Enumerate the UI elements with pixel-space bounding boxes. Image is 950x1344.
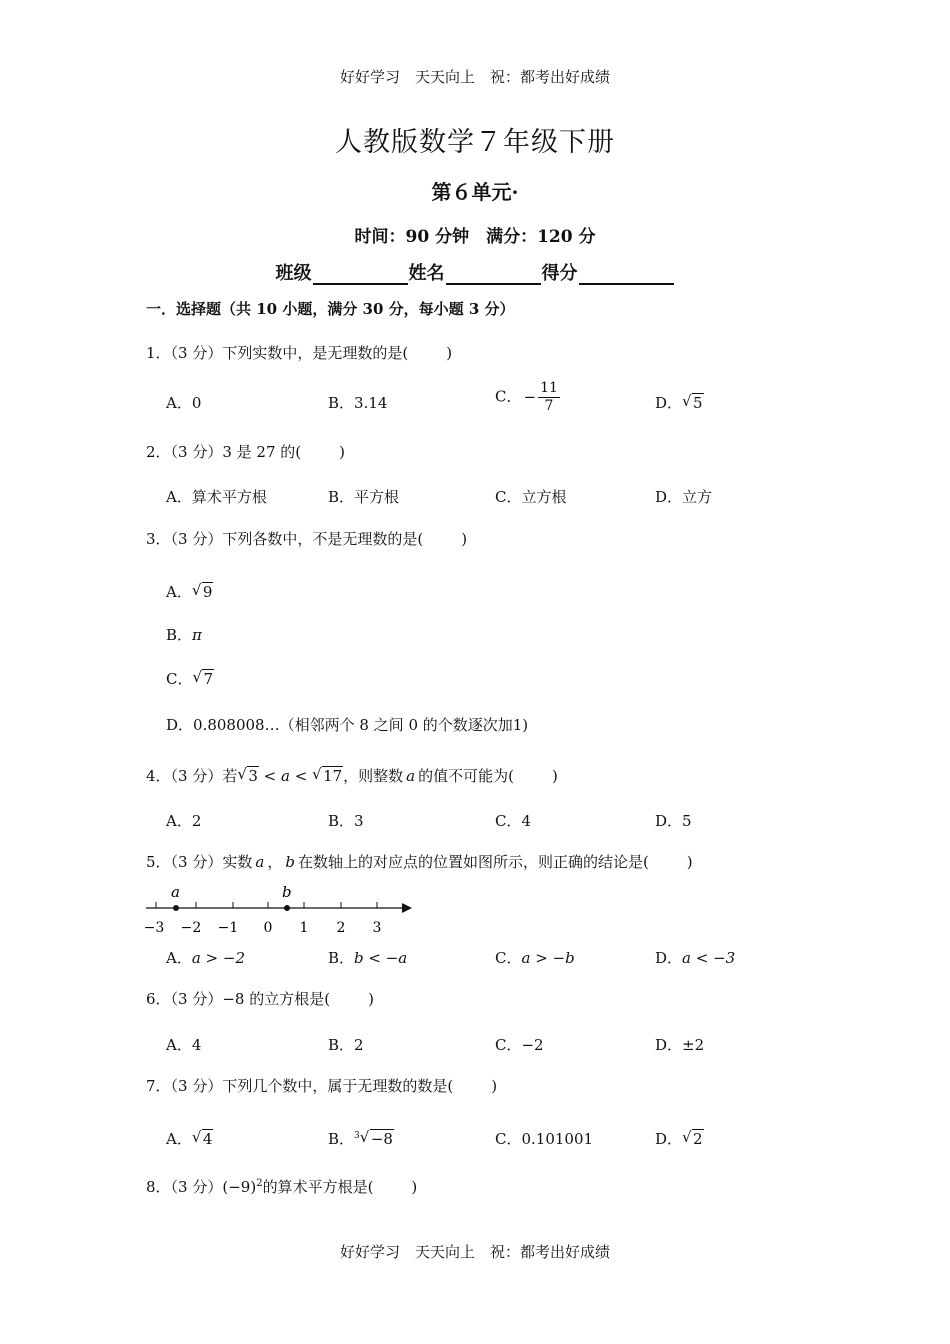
point-b bbox=[284, 905, 290, 911]
tick-label: 1 bbox=[299, 920, 309, 936]
stem-text: 4．（3 分）若 bbox=[146, 767, 238, 785]
class-label: 班级 bbox=[275, 263, 312, 284]
numerator: 11 bbox=[540, 380, 558, 396]
option-label: A． bbox=[166, 583, 192, 601]
page-footer: 好好学习 天天向上 祝：都考出好成绩 bbox=[339, 1243, 610, 1261]
q4-option-c[interactable]: C．4 bbox=[495, 812, 532, 830]
stem-close: ) bbox=[339, 443, 346, 461]
stem-close: ) bbox=[411, 1178, 418, 1196]
question-3-stem bbox=[146, 528, 467, 549]
stem-close: ) bbox=[551, 767, 558, 785]
tick-label: 3 bbox=[372, 920, 382, 936]
expression: a < −3 bbox=[682, 949, 736, 967]
radicand: 5 bbox=[693, 394, 703, 412]
question-4-stem bbox=[146, 765, 558, 786]
q6-option-a[interactable]: A．4 bbox=[166, 1036, 202, 1054]
power-exponent: 2 bbox=[256, 1178, 263, 1189]
radicand: −8 bbox=[370, 1130, 393, 1148]
comma: ， bbox=[267, 853, 283, 871]
option-label: C． bbox=[495, 387, 522, 406]
variable-a: a bbox=[255, 853, 265, 871]
stem-text: 5．（3 分）实数 bbox=[146, 853, 253, 871]
q3-option-b[interactable] bbox=[166, 624, 202, 645]
q4-option-b[interactable]: B．3 bbox=[328, 812, 364, 830]
arrow-head bbox=[402, 903, 412, 913]
variable-b: b bbox=[285, 853, 295, 871]
tick-label: 2 bbox=[336, 920, 346, 936]
q1-option-b[interactable]: B．3.14 bbox=[328, 394, 388, 412]
radicand: 2 bbox=[693, 1130, 703, 1148]
stem-text: 1．（3 分）下列实数中，是无理数的是( bbox=[146, 344, 409, 362]
radicand: 4 bbox=[202, 1130, 213, 1148]
expression: b < −a bbox=[354, 949, 408, 967]
option-label: D． bbox=[655, 949, 683, 967]
q4-option-a[interactable]: A．2 bbox=[166, 812, 202, 830]
name-blank[interactable] bbox=[446, 265, 541, 285]
point-b-label: b bbox=[282, 883, 292, 901]
q5-option-c[interactable] bbox=[495, 947, 575, 968]
q7-option-c[interactable]: C．0.101001 bbox=[495, 1130, 594, 1148]
radicand: 3 bbox=[248, 767, 258, 785]
sqrt: √ 3 bbox=[237, 765, 258, 785]
sqrt: √ 9 bbox=[191, 581, 213, 601]
q7-option-d[interactable] bbox=[655, 1128, 704, 1149]
option-label: B． bbox=[328, 949, 355, 967]
sqrt: √ 2 bbox=[682, 1128, 703, 1148]
stem-close: ) bbox=[461, 530, 468, 548]
inequality: < a < bbox=[258, 767, 313, 785]
q6-option-c[interactable]: C．−2 bbox=[495, 1036, 544, 1054]
q2-option-a[interactable]: A．算术平方根 bbox=[166, 488, 267, 506]
cube-root: √ −8 bbox=[359, 1128, 393, 1148]
tick-label: −2 bbox=[180, 920, 202, 936]
q6-option-d[interactable]: D．±2 bbox=[655, 1036, 705, 1054]
option-label: B． bbox=[328, 1130, 355, 1148]
q2-option-b[interactable]: B．平方根 bbox=[328, 488, 400, 506]
radicand: 17 bbox=[323, 767, 343, 785]
question-5-stem bbox=[146, 851, 693, 872]
stem-close: ) bbox=[446, 344, 453, 362]
question-6-stem bbox=[146, 988, 374, 1009]
sqrt: √ 5 bbox=[682, 392, 703, 412]
option-label: A． bbox=[166, 949, 192, 967]
q5-option-a[interactable] bbox=[166, 947, 245, 968]
stem-text: 的算术平方根是( bbox=[262, 1178, 374, 1196]
question-7-stem bbox=[146, 1075, 497, 1096]
option-label: D． bbox=[655, 394, 683, 412]
page-header: 好好学习 天天向上 祝：都考出好成绩 bbox=[339, 68, 610, 86]
q3-option-a[interactable] bbox=[166, 581, 213, 602]
unit-title: 第６单元· bbox=[431, 180, 519, 204]
q1-option-a[interactable]: A．0 bbox=[166, 394, 202, 412]
stem-text: 8．（3 分） bbox=[146, 1178, 223, 1196]
stem-text: 在数轴上的对应点的位置如图所示，则正确的结论是( bbox=[297, 853, 649, 871]
stem-text: 2．（3 分）3 是 27 的( bbox=[146, 443, 302, 461]
option-label: C． bbox=[495, 949, 522, 967]
root-index: 3 bbox=[354, 1131, 360, 1141]
number-line-figure bbox=[140, 880, 420, 940]
name-label: 姓名 bbox=[408, 263, 445, 284]
score-blank[interactable] bbox=[579, 265, 674, 285]
q7-option-b[interactable] bbox=[328, 1128, 394, 1149]
score-label: 得分 bbox=[541, 263, 578, 284]
q6-option-b[interactable]: B．2 bbox=[328, 1036, 364, 1054]
tick-label: −3 bbox=[143, 920, 165, 936]
point-a bbox=[173, 905, 179, 911]
denominator: 7 bbox=[544, 398, 554, 414]
power-base: (−9) bbox=[222, 1178, 257, 1196]
question-8-stem bbox=[146, 1176, 417, 1197]
stem-text: 6．（3 分）−8 的立方根是( bbox=[146, 990, 331, 1008]
minus-sign: − bbox=[523, 387, 537, 406]
option-label: C． bbox=[166, 670, 193, 688]
stem-close: ) bbox=[491, 1077, 498, 1095]
sqrt: √ 4 bbox=[191, 1128, 213, 1148]
radicand: 9 bbox=[202, 583, 213, 601]
expression: a > −b bbox=[521, 949, 575, 967]
q2-option-d[interactable]: D．立方 bbox=[655, 488, 713, 506]
q3-option-c[interactable] bbox=[166, 668, 214, 689]
document-title: 人教版数学７年级下册 bbox=[335, 127, 615, 158]
q3-option-d[interactable]: D．0.808008…（相邻两个 8 之间 0 的个数逐次加1) bbox=[166, 716, 529, 734]
option-label: A． bbox=[166, 1130, 192, 1148]
sqrt: √ 7 bbox=[192, 668, 214, 688]
question-2-stem bbox=[146, 441, 345, 462]
sqrt: √ 17 bbox=[312, 765, 343, 785]
q5-option-d[interactable] bbox=[655, 947, 735, 968]
option-label: D． bbox=[655, 1130, 683, 1148]
tick-label: 0 bbox=[263, 920, 273, 936]
radicand: 7 bbox=[203, 670, 214, 688]
variable: a bbox=[406, 767, 416, 785]
exam-meta: 时间：90 分钟 满分：120 分 bbox=[354, 227, 596, 247]
stem-text: ，则整数 bbox=[343, 767, 404, 785]
q5-option-b[interactable] bbox=[328, 947, 407, 968]
q1-option-c[interactable] bbox=[495, 380, 560, 415]
tick-label: −1 bbox=[217, 920, 239, 936]
stem-text: 的值不可能为( bbox=[418, 767, 514, 785]
stem-close: ) bbox=[368, 990, 374, 1008]
q2-option-c[interactable]: C．立方根 bbox=[495, 488, 567, 506]
stem-text: 3．（3 分）下列各数中，不是无理数的是( bbox=[146, 530, 424, 548]
q1-option-d[interactable] bbox=[655, 392, 704, 413]
pi-symbol: π bbox=[192, 626, 202, 644]
expression: a > −2 bbox=[191, 949, 246, 967]
question-1-stem bbox=[146, 342, 452, 363]
section-heading: 一．选择题（共 10 小题，满分 30 分，每小题 3 分） bbox=[146, 300, 515, 318]
point-a-label: a bbox=[171, 883, 180, 901]
class-blank[interactable] bbox=[313, 265, 408, 285]
option-label: B． bbox=[166, 626, 193, 644]
fraction bbox=[538, 380, 560, 415]
student-info bbox=[0, 259, 950, 285]
q4-option-d[interactable]: D．5 bbox=[655, 812, 692, 830]
tick-marks bbox=[156, 902, 377, 908]
q7-option-a[interactable] bbox=[166, 1128, 213, 1149]
stem-text: 7．（3 分）下列几个数中，属于无理数的数是( bbox=[146, 1077, 454, 1095]
stem-close: ) bbox=[686, 853, 693, 871]
